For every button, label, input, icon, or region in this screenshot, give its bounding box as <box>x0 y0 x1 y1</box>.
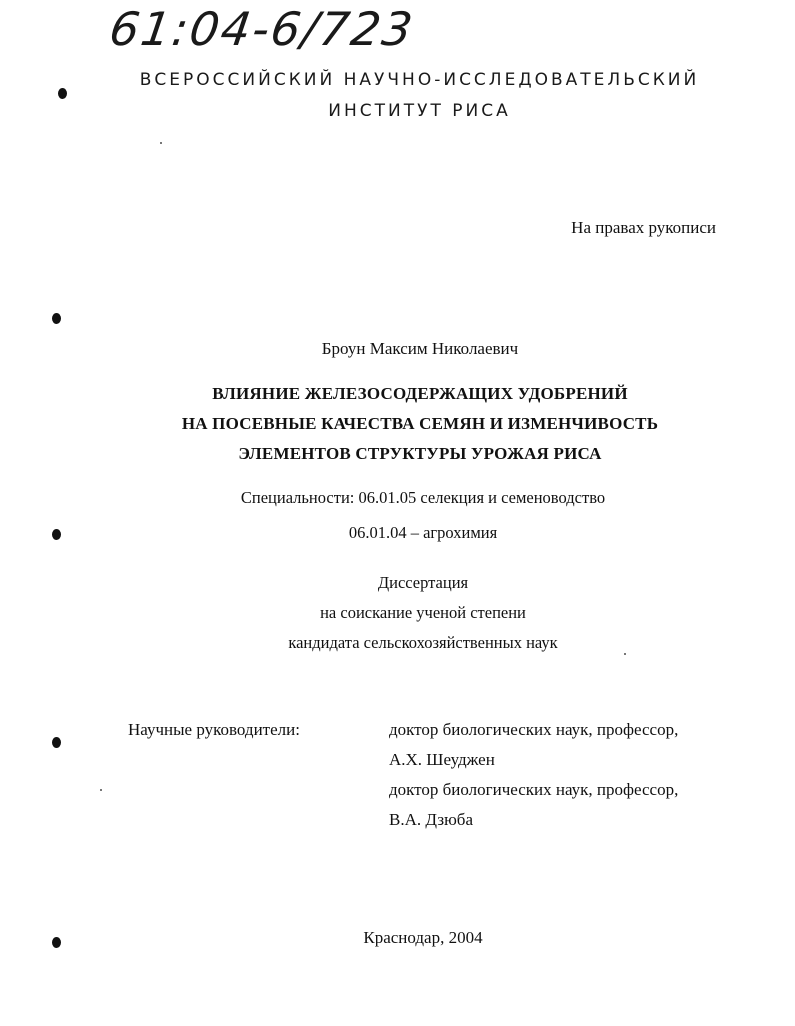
specialty-line-2: 06.01.04 – агрохимия <box>348 523 498 542</box>
binder-hole-mark <box>52 313 61 324</box>
handwritten-archive-number: 61:04-6/723 <box>106 2 418 56</box>
supervisors-label: Научные руководители: <box>128 720 300 739</box>
author-name: Броун Максим Николаевич <box>321 339 519 358</box>
supervisor-1-name: А.Х. Шеуджен <box>389 750 495 769</box>
dissertation-type: Диссертация <box>377 573 469 592</box>
degree-purpose: на соискание ученой степени <box>320 603 526 622</box>
manuscript-rights-note: На правах рукописи <box>571 218 716 237</box>
institute-name-line-1: ВСЕРОССИЙСКИЙ НАУЧНО-ИССЛЕДОВАТЕЛЬСКИЙ <box>139 70 700 90</box>
city-and-year: Краснодар, 2004 <box>363 928 483 947</box>
supervisor-2-degree: доктор биологических наук, профессор, <box>389 780 679 799</box>
binder-hole-mark <box>52 529 61 540</box>
thesis-title-line-2: НА ПОСЕВНЫЕ КАЧЕСТВА СЕМЯН И ИЗМЕНЧИВОСТЬ <box>181 414 659 433</box>
specialty-line-1: Специальности: 06.01.05 селекция и семеноводство <box>240 488 606 507</box>
scan-speck <box>160 142 162 144</box>
degree-name: кандидата сельскохозяйственных наук <box>288 633 558 652</box>
thesis-title-line-1: ВЛИЯНИЕ ЖЕЛЕЗОСОДЕРЖАЩИХ УДОБРЕНИЙ <box>212 384 628 403</box>
binder-hole-mark <box>52 937 61 948</box>
scan-speck <box>624 653 626 655</box>
institute-name-line-2: ИНСТИТУТ РИСА <box>328 101 511 121</box>
supervisor-1-degree: доктор биологических наук, профессор, <box>389 720 679 739</box>
binder-hole-mark <box>52 737 61 748</box>
scan-speck <box>100 789 102 791</box>
binder-hole-mark <box>58 88 67 99</box>
thesis-title-line-3: ЭЛЕМЕНТОВ СТРУКТУРЫ УРОЖАЯ РИСА <box>238 444 602 463</box>
supervisor-2-name: В.А. Дзюба <box>389 810 473 829</box>
